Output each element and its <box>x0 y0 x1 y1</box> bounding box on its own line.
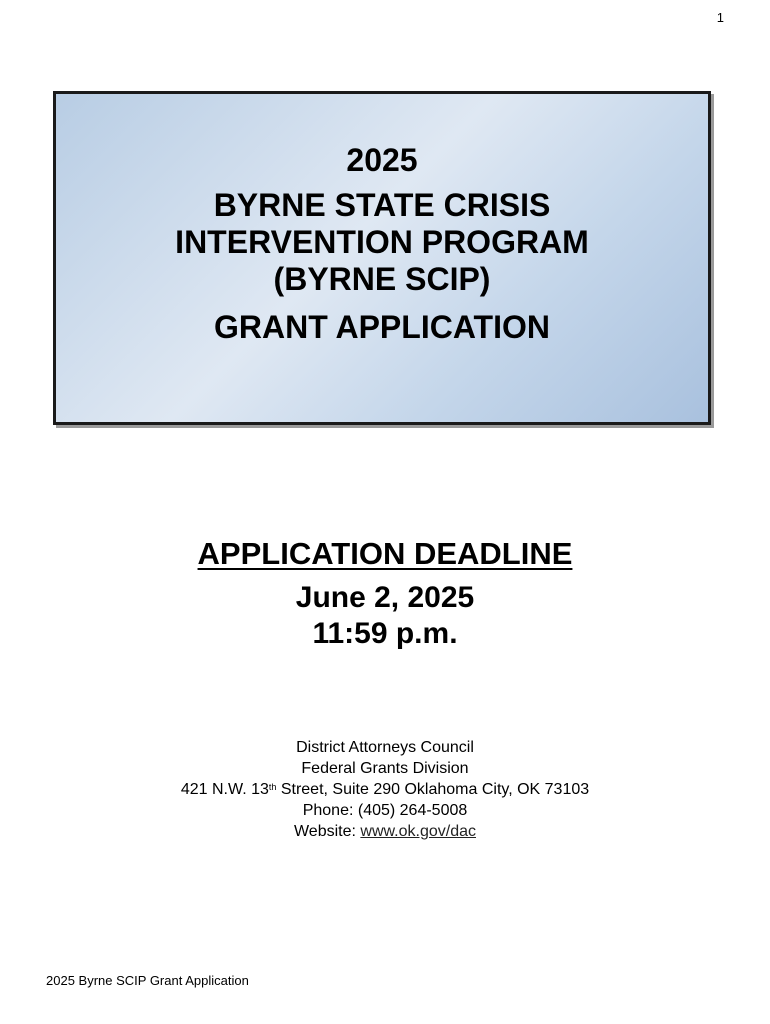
deadline-date: June 2, 2025 <box>295 581 475 614</box>
document-title <box>56 142 708 346</box>
title-line-3: (BYRNE SCIP) <box>273 261 491 297</box>
deadline-heading: APPLICATION DEADLINE <box>197 536 573 571</box>
page-footer: 2025 Byrne SCIP Grant Application <box>46 973 249 988</box>
contact-website <box>0 821 770 842</box>
title-banner <box>53 91 711 425</box>
title-year: 2025 <box>346 142 418 178</box>
website-link[interactable]: www.ok.gov/dac <box>360 823 476 840</box>
title-line-2: INTERVENTION PROGRAM <box>175 224 589 260</box>
deadline-time: 11:59 p.m. <box>312 617 458 650</box>
contact-division: Federal Grants Division <box>301 760 469 777</box>
website-label: Website: <box>293 823 361 840</box>
address-prefix: 421 N.W. 13 <box>180 781 269 798</box>
contact-address <box>0 779 770 800</box>
page-number: 1 <box>716 10 724 25</box>
deadline-section <box>0 534 770 652</box>
address-superscript: th <box>268 782 277 792</box>
address-suffix: Street, Suite 290 Oklahoma City, OK 73103 <box>276 781 590 798</box>
contact-organization: District Attorneys Council <box>296 739 474 756</box>
contact-block <box>0 737 770 842</box>
contact-phone: Phone: (405) 264-5008 <box>302 802 468 819</box>
title-line-1: BYRNE STATE CRISIS <box>213 187 551 223</box>
title-line-4: GRANT APPLICATION <box>214 309 550 345</box>
